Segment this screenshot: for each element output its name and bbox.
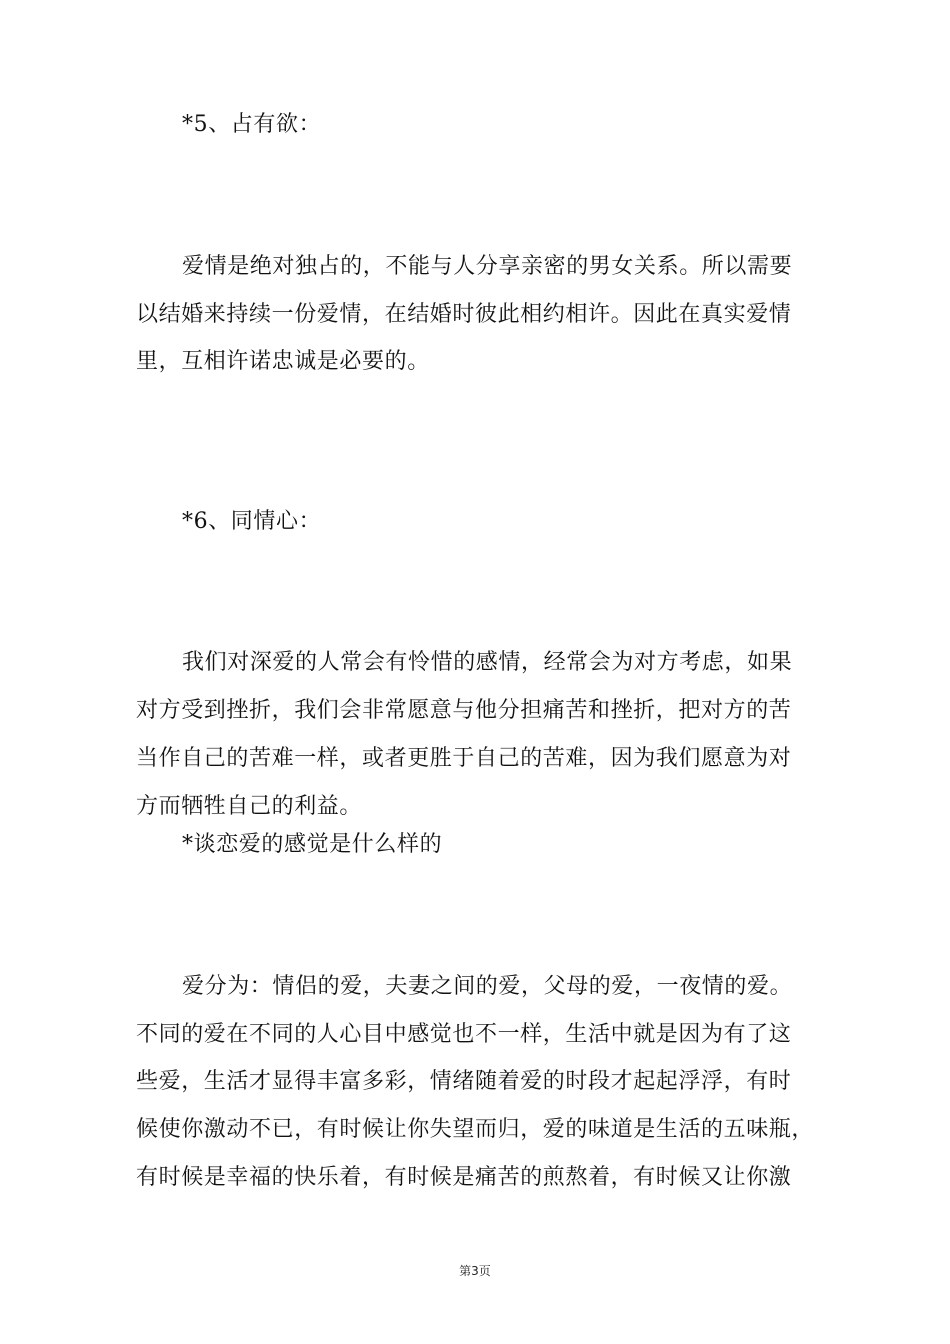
- paragraph-line: 我们对深爱的人常会有怜惜的感情，经常会为对方考虑，如果: [182, 650, 793, 675]
- section-heading: *6、同情心：: [182, 509, 322, 534]
- section-heading: *谈恋爱的感觉是什么样的: [182, 832, 443, 857]
- paragraph-line: 不同的爱在不同的人心目中感觉也不一样，生活中就是因为有了这: [136, 1022, 792, 1047]
- paragraph-line: 当作自己的苦难一样，或者更胜于自己的苦难，因为我们愿意为对: [136, 746, 792, 771]
- paragraph-line: 爱分为：情侣的爱，夫妻之间的爱，父母的爱，一夜情的爱。: [182, 974, 793, 999]
- paragraph-line: 方而牺牲自己的利益。: [136, 794, 363, 819]
- section-heading: *5、占有欲：: [182, 112, 322, 137]
- page-number: 第3页: [459, 1264, 491, 1278]
- paragraph-line: 有时候是幸福的快乐着，有时候是痛苦的煎熬着，有时候又让你激: [136, 1165, 792, 1190]
- paragraph-line: 以结婚来持续一份爱情，在结婚时彼此相约相许。因此在真实爱情: [136, 302, 792, 327]
- paragraph-line: 爱情是绝对独占的，不能与人分享亲密的男女关系。所以需要: [182, 254, 793, 279]
- paragraph-line: 候使你激动不已，有时候让你失望而归，爱的味道是生活的五味瓶，: [136, 1117, 815, 1142]
- paragraph-line: 里，互相许诺忠诚是必要的。: [136, 349, 430, 374]
- paragraph-line: 对方受到挫折，我们会非常愿意与他分担痛苦和挫折，把对方的苦: [136, 698, 792, 723]
- paragraph-line: 些爱，生活才显得丰富多彩，情绪随着爱的时段才起起浮浮，有时: [136, 1069, 792, 1094]
